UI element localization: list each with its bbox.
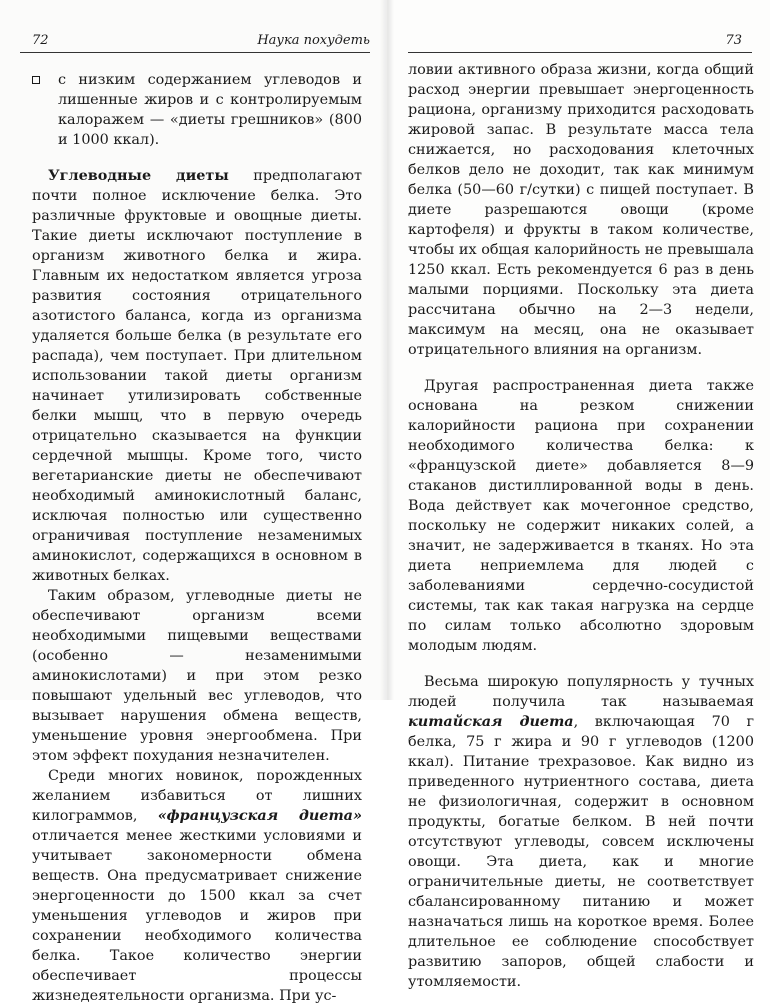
paragraph-french-diet xyxy=(32,766,362,1006)
paragraph-conclusion: Таким образом, углеводные диеты не обеспечивают организм всеми необходимыми пищевыми веществами (особенно — незаменимыми аминокислотами) и при этом резко повышают удельный вес углеводов, что вызывает нарушения обмена веществ, уменьшение уровня энергообмена. При этом эффект похудания незначителен. xyxy=(32,588,362,764)
term-french-diet: «французская диета» xyxy=(157,807,362,824)
paragraph-french-diet-before: Среди многих новинок, порожденных желанием избавиться от лишних килограммов, xyxy=(32,768,362,824)
term-chinese-diet: китайская диета xyxy=(408,713,574,730)
square-bullet-icon xyxy=(32,76,40,84)
page-number-right: 73 xyxy=(725,33,742,48)
paragraph-carb-diets-text: предполагают почти полное исключение белка. Это различные фруктовые и овощные диеты. Такие диеты исключают поступление в организм животного белка и жира. Главным их недостатком является угроза развития состояния отрицательного азотистого баланса, когда из организма удаляется больше белка (в результате его распада), чем поступает. При длительном использовании такой диеты организм начинает утилизировать собственные белки мышц, что в первую очередь отрицательно сказывается на функции сердечной мышцы. Кроме того, чисто вегетарианские диеты не обеспечивают необходимый аминокислотный баланс, исключая полностью или существенно ограничивая поступление незаменимых аминокислот, содержащихся в основном в животных белках. xyxy=(32,168,362,584)
left-page-text xyxy=(32,70,362,1006)
paragraph-water-diet: Другая распространенная диета также основана на резком снижении калорийности рациона при сохранении необходимого количества белка: к «французской диете» добавляется 8—9 стаканов дистиллированной воды в день. Вода действует как мочегонное средство, поскольку не содержит никаких солей, а значит, не задерживается в тканях. Но эта диета неприемлема для людей с заболеваниями сердечно-сосудистой системы, так как такая нагрузка на сердце по силам только абсолютно здоровым молодым людям. xyxy=(408,378,754,654)
right-page xyxy=(386,0,770,990)
term-carb-diets: Углеводные диеты xyxy=(48,167,229,184)
running-title: Наука похудеть xyxy=(257,33,370,48)
paragraph-chinese-diet-before: Весьма широкую популярность у тучных людей получила так называемая xyxy=(408,674,754,710)
left-page-header xyxy=(20,30,370,53)
right-page-header xyxy=(408,30,752,53)
right-page-text xyxy=(408,60,754,992)
paragraph-carb-diets xyxy=(32,166,362,586)
page-number-left: 72 xyxy=(32,33,49,48)
bullet-text: с низким содержанием углеводов и лишенные жиров и с контролируемым калоражем — «диеты грешников» (800 и 1000 ккал). xyxy=(58,72,362,148)
book-gutter xyxy=(380,0,394,700)
paragraph-chinese-diet xyxy=(408,672,754,992)
paragraph-continuation: ловии активного образа жизни, когда общий расход энергии превышает энергоценность рациона, организму приходится расходовать жировой запас. В результате масса тела снижается, но расходования клеточных белков дело не доходит, так как минимум белка (50—60 г/сутки) с пищей поступает. В диете разрешаются овощи (кроме картофеля) и фрукты в таком количестве, чтобы их общая калорийность не превышала 1250 ккал. Есть рекомендуется 6 раз в день малыми порциями. Поскольку эта диета рассчитана обычно на 2—3 недели, максимум на месяц, она не оказывает отрицательного влияния на организм. xyxy=(408,62,754,358)
bullet-item xyxy=(32,70,362,150)
paragraph-french-diet-after: отличается менее жесткими условиями и учитывает закономерности обмена веществ. Она предусматривает снижение энергоценности до 1500 ккал за счет уменьшения углеводов и жиров при сохранении необходимого количества белка. Такое количество энергии обеспечивает процессы жизнедеятельности организма. При ус- xyxy=(32,828,362,1004)
paragraph-chinese-diet-after: , включающая 70 г белка, 75 г жира и 90 г углеводов (1200 ккал). Питание трехразовое. Как видно из приведенного нутриентного состава, диета не физиологичная, содержит в основном продукты, богатые белком. В ней почти отсутствуют углеводы, совсем исключены овощи. Эта диета, как и многие ограничительные диеты, не соответствует сбалансированному питанию и может назначаться лишь на короткое время. Более длительное ее соблюдение способствует развитию запоров, общей слабости и утомляемости. xyxy=(408,714,754,990)
